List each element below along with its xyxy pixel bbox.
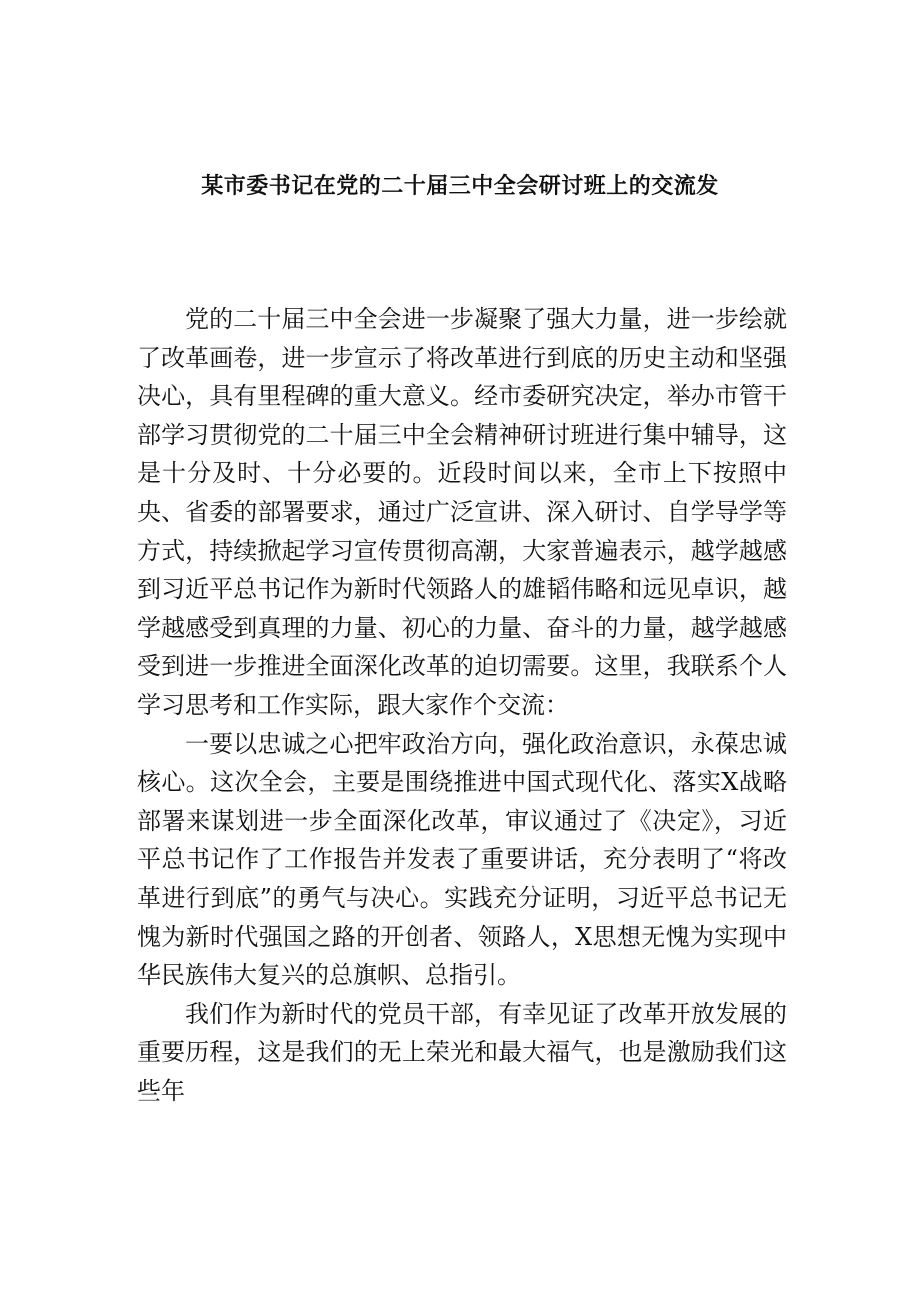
document-title: 某市委书记在党的二十届三中全会研讨班上的交流发 — [201, 173, 719, 199]
document-body — [137, 300, 787, 1110]
paragraph-reflection: 我们作为新时代的党员干部，有幸见证了改革开放发展的重要历程，这是我们的无上荣光和最大福气，也是激励我们这些年 — [137, 999, 787, 1105]
paragraph-point-one: 一要以忠诚之心把牢政治方向，强化政治意识，永葆忠诚核心。这次全会，主要是围绕推进中国式现代化、落实X战略部署来谋划进一步全面深化改革，审议通过了《决定》，习近平总书记作了工作报告并发表了重要讲话，充分表明了“将改革进行到底”的勇气与决心。实践充分证明，习近平总书记无愧为新时代强国之路的开创者、领路人，X思想无愧为实现中华民族伟大复兴的总旗帜、总指引。 — [137, 729, 787, 990]
paragraph-intro: 党的二十届三中全会进一步凝聚了强大力量，进一步绘就了改革画卷，进一步宣示了将改革进行到底的历史主动和坚强决心，具有里程碑的重大意义。经市委研究决定，举办市管干部学习贯彻党的二十届三中全会精神研讨班进行集中辅导，这是十分及时、十分必要的。近段时间以来，全市上下按照中央、省委的部署要求，通过广泛宣讲、深入研讨、自学导学等方式，持续掀起学习宣传贯彻高潮，大家普遍表示，越学越感到习近平总书记作为新时代领路人的雄韬伟略和远见卓识，越学越感受到真理的力量、初心的力量、奋斗的力量，越学越感受到进一步推进全面深化改革的迫切需要。这里，我联系个人学习思考和工作实际，跟大家作个交流： — [137, 305, 787, 719]
